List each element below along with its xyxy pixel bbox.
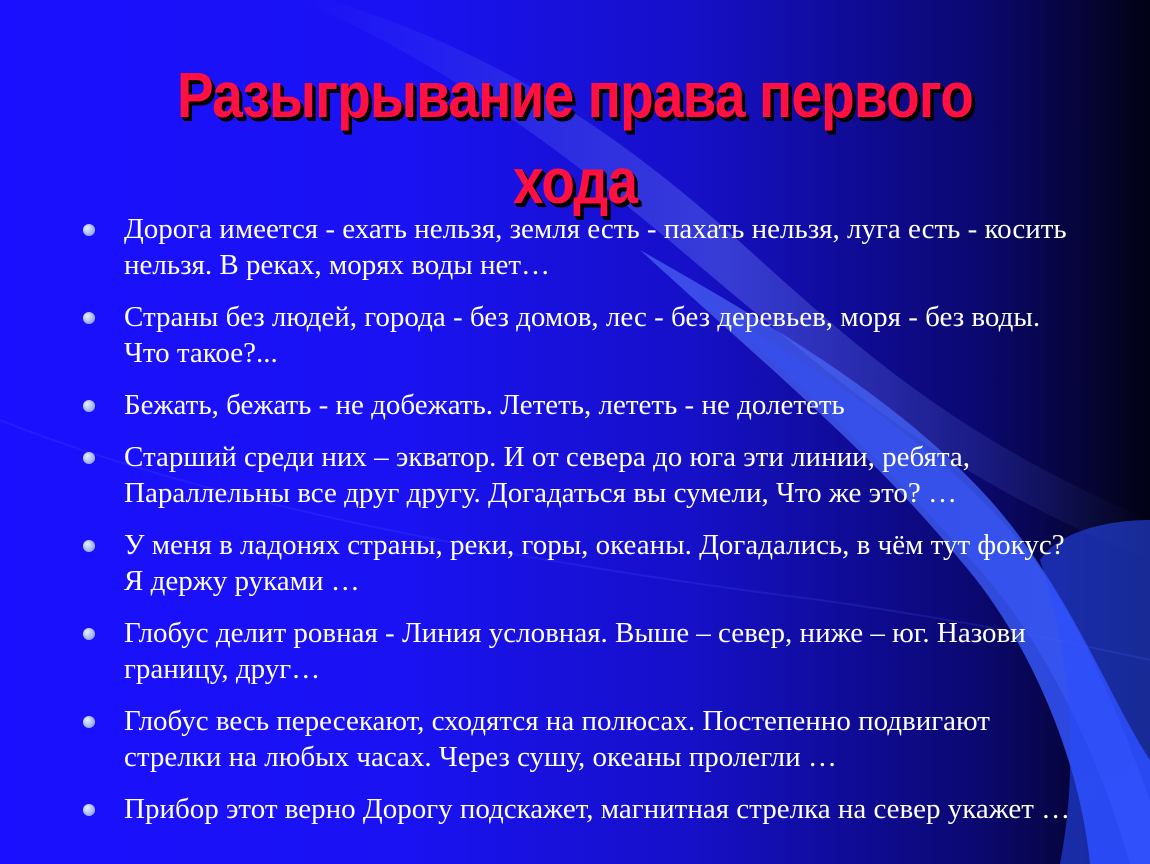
bullet-text: У меня в ладонях страны, реки, горы, океаны. Догадались, в чём тут фокус? Я держу руками …	[124, 529, 1065, 597]
bullet-text: Страны без людей, города - без домов, лес - без деревьев, моря - без воды. Что такое?...	[124, 301, 1041, 369]
list-item	[0, 791, 1150, 827]
list-item	[0, 439, 1150, 511]
bullet-icon	[83, 312, 95, 324]
list-item	[0, 527, 1150, 599]
list-item	[0, 211, 1150, 283]
bullet-text: Дорога имеется - ехать нельзя, земля есть - пахать нельзя, луга есть - косить нельзя. В реках, морях воды нет…	[124, 213, 1067, 281]
bullet-list	[0, 211, 1150, 843]
list-item	[0, 299, 1150, 371]
bullet-icon	[83, 400, 95, 412]
bullet-icon	[83, 540, 95, 552]
list-item	[0, 615, 1150, 687]
slide-title: Разыгрывание права первого хода	[176, 59, 974, 217]
bullet-text: Глобус делит ровная - Линия условная. Выше – север, ниже – юг. Назови границу, друг…	[124, 617, 1026, 685]
bullet-text: Глобус весь пересекают, сходятся на полюсах. Постепенно подвигают стрелки на любых часах. Через сушу, океаны пролегли …	[124, 705, 990, 773]
bullet-icon	[83, 224, 95, 236]
list-item	[0, 387, 1150, 423]
bullet-text: Старший среди них – экватор. И от севера до юга эти линии, ребята, Параллельны все друг другу. Догадаться вы сумели, Что же это? …	[124, 441, 971, 509]
bullet-icon	[83, 804, 95, 816]
bullet-icon	[83, 716, 95, 728]
bullet-icon	[83, 628, 95, 640]
bullet-icon	[83, 452, 95, 464]
bullet-text: Бежать, бежать - не добежать. Лететь, лететь - не долететь	[124, 389, 845, 421]
bullet-text: Прибор этот верно Дорогу подскажет, магнитная стрелка на север укажет …	[124, 793, 1071, 825]
list-item	[0, 703, 1150, 775]
